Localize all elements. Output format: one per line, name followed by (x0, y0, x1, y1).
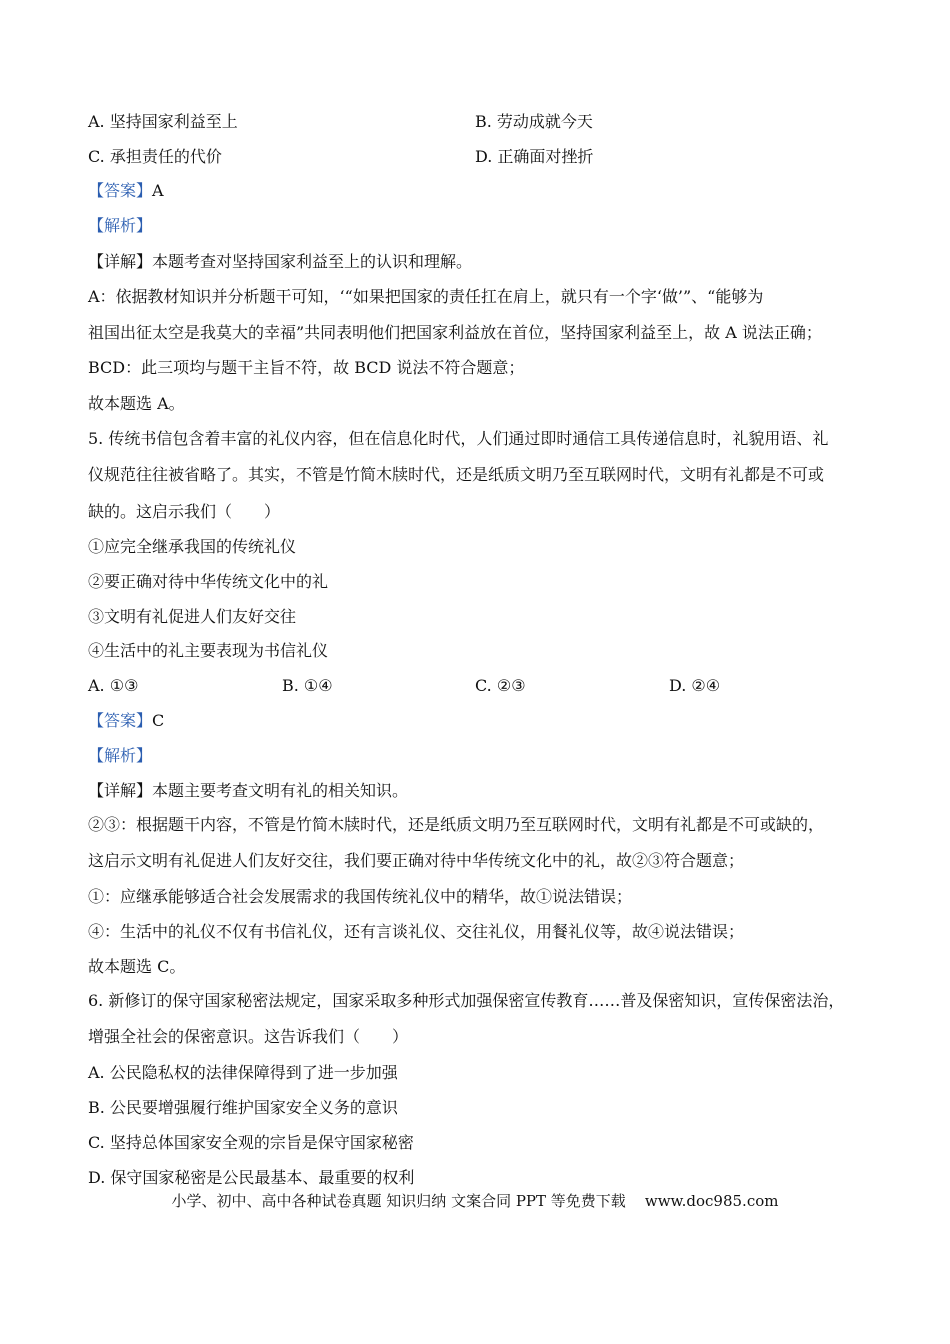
q5-stem-line: 5. 传统书信包含着丰富的礼仪内容，但在信息化时代，人们通过即时通信工具传递信息时，礼貌用语、礼 (88, 429, 829, 448)
q4-option-row (88, 112, 870, 132)
q5-analysis (88, 746, 870, 766)
q4-detail-line: 祖国出征太空是我莫大的幸福”共同表明他们把国家利益放在首位，坚持国家利益至上，故 A 说法正确； (88, 323, 822, 342)
q5-detail-line: 故本题选 C。 (88, 957, 186, 976)
q5-option-b: B. ①④ (282, 676, 333, 695)
q5-statement: ④生活中的礼主要表现为书信礼仪 (88, 641, 329, 660)
q5-option-d: D. ②④ (669, 676, 721, 695)
q6-stem-line: 6. 新修订的保守国家秘密法规定，国家采取多种形式加强保密宣传教育……普及保密知识，宣传保密法治， (88, 991, 845, 1010)
footer-text: 小学、初中、高中各种试卷真题 知识归纳 文案合同 PPT 等免费下载 (171, 1192, 626, 1210)
detail-text: 本题主要考查文明有礼的相关知识。 (152, 781, 409, 800)
q6-option-c: C. 坚持总体国家安全观的宗旨是保守国家秘密 (88, 1133, 414, 1152)
q6-option-d: D. 保守国家秘密是公民最基本、最重要的权利 (88, 1168, 415, 1187)
analysis-tag: 【解析】 (88, 216, 153, 235)
q5-option-c: C. ②③ (475, 676, 526, 695)
answer-value: A (152, 181, 164, 200)
page-footer (0, 1190, 950, 1211)
q5-detail-line (88, 781, 870, 801)
q4-option-b: B. 劳动成就今天 (475, 112, 593, 131)
q4-option-a: A. 坚持国家利益至上 (88, 112, 238, 131)
detail-text: 本题考查对坚持国家利益至上的认识和理解。 (152, 252, 473, 271)
q5-answer (88, 711, 870, 731)
answer-tag: 【答案】 (88, 711, 153, 730)
q5-statement: ③文明有礼促进人们友好交往 (88, 607, 297, 626)
q6-option-a: A. 公民隐私权的法律保障得到了进一步加强 (88, 1063, 398, 1082)
q5-option-a: A. ①③ (88, 676, 139, 695)
q6-stem-line: 增强全社会的保密意识。这告诉我们（ ） (88, 1027, 409, 1046)
detail-tag: 【详解】 (88, 252, 153, 271)
q5-stem-line: 仪规范往往被省略了。其实，不管是竹简木牍时代，还是纸质文明乃至互联网时代，文明有礼都是不可或 (88, 465, 825, 484)
q5-detail-line: ②③：根据题干内容，不管是竹简木牍时代，还是纸质文明乃至互联网时代，文明有礼都是不可或缺的， (88, 815, 825, 834)
q4-analysis (88, 216, 870, 236)
q5-statement: ①应完全继承我国的传统礼仪 (88, 537, 297, 556)
footer-link[interactable]: www.doc985.com (644, 1192, 779, 1210)
q4-option-row (88, 147, 870, 167)
analysis-tag: 【解析】 (88, 746, 153, 765)
answer-value: C (152, 711, 165, 730)
q4-detail-line: A：依据教材知识并分析题干可知，‘“如果把国家的责任扛在肩上，就只有一个字‘做’”、“能够为 (88, 287, 764, 306)
detail-tag: 【详解】 (88, 781, 153, 800)
q5-statement: ②要正确对待中华传统文化中的礼 (88, 572, 329, 591)
q4-option-d: D. 正确面对挫折 (475, 147, 594, 166)
q4-detail-line (88, 252, 870, 272)
q5-detail-line: ④：生活中的礼仪不仅有书信礼仪，还有言谈礼仪、交往礼仪，用餐礼仪等，故④说法错误； (88, 922, 745, 941)
q4-detail-line: 故本题选 A。 (88, 394, 185, 413)
q4-detail-line: BCD：此三项均与题干主旨不符，故 BCD 说法不符合题意； (88, 358, 525, 377)
q6-option-b: B. 公民要增强履行维护国家安全义务的意识 (88, 1098, 398, 1117)
q4-answer (88, 181, 870, 201)
q5-detail-line: ①：应继承能够适合社会发展需求的我国传统礼仪中的精华，故①说法错误； (88, 887, 633, 906)
q4-option-c: C. 承担责任的代价 (88, 147, 222, 166)
answer-tag: 【答案】 (88, 181, 153, 200)
q5-stem-line: 缺的。这启示我们（ ） (88, 502, 281, 521)
q5-option-row (88, 676, 870, 696)
q5-detail-line: 这启示文明有礼促进人们友好交往，我们要正确对待中华传统文化中的礼，故②③符合题意； (88, 851, 745, 870)
